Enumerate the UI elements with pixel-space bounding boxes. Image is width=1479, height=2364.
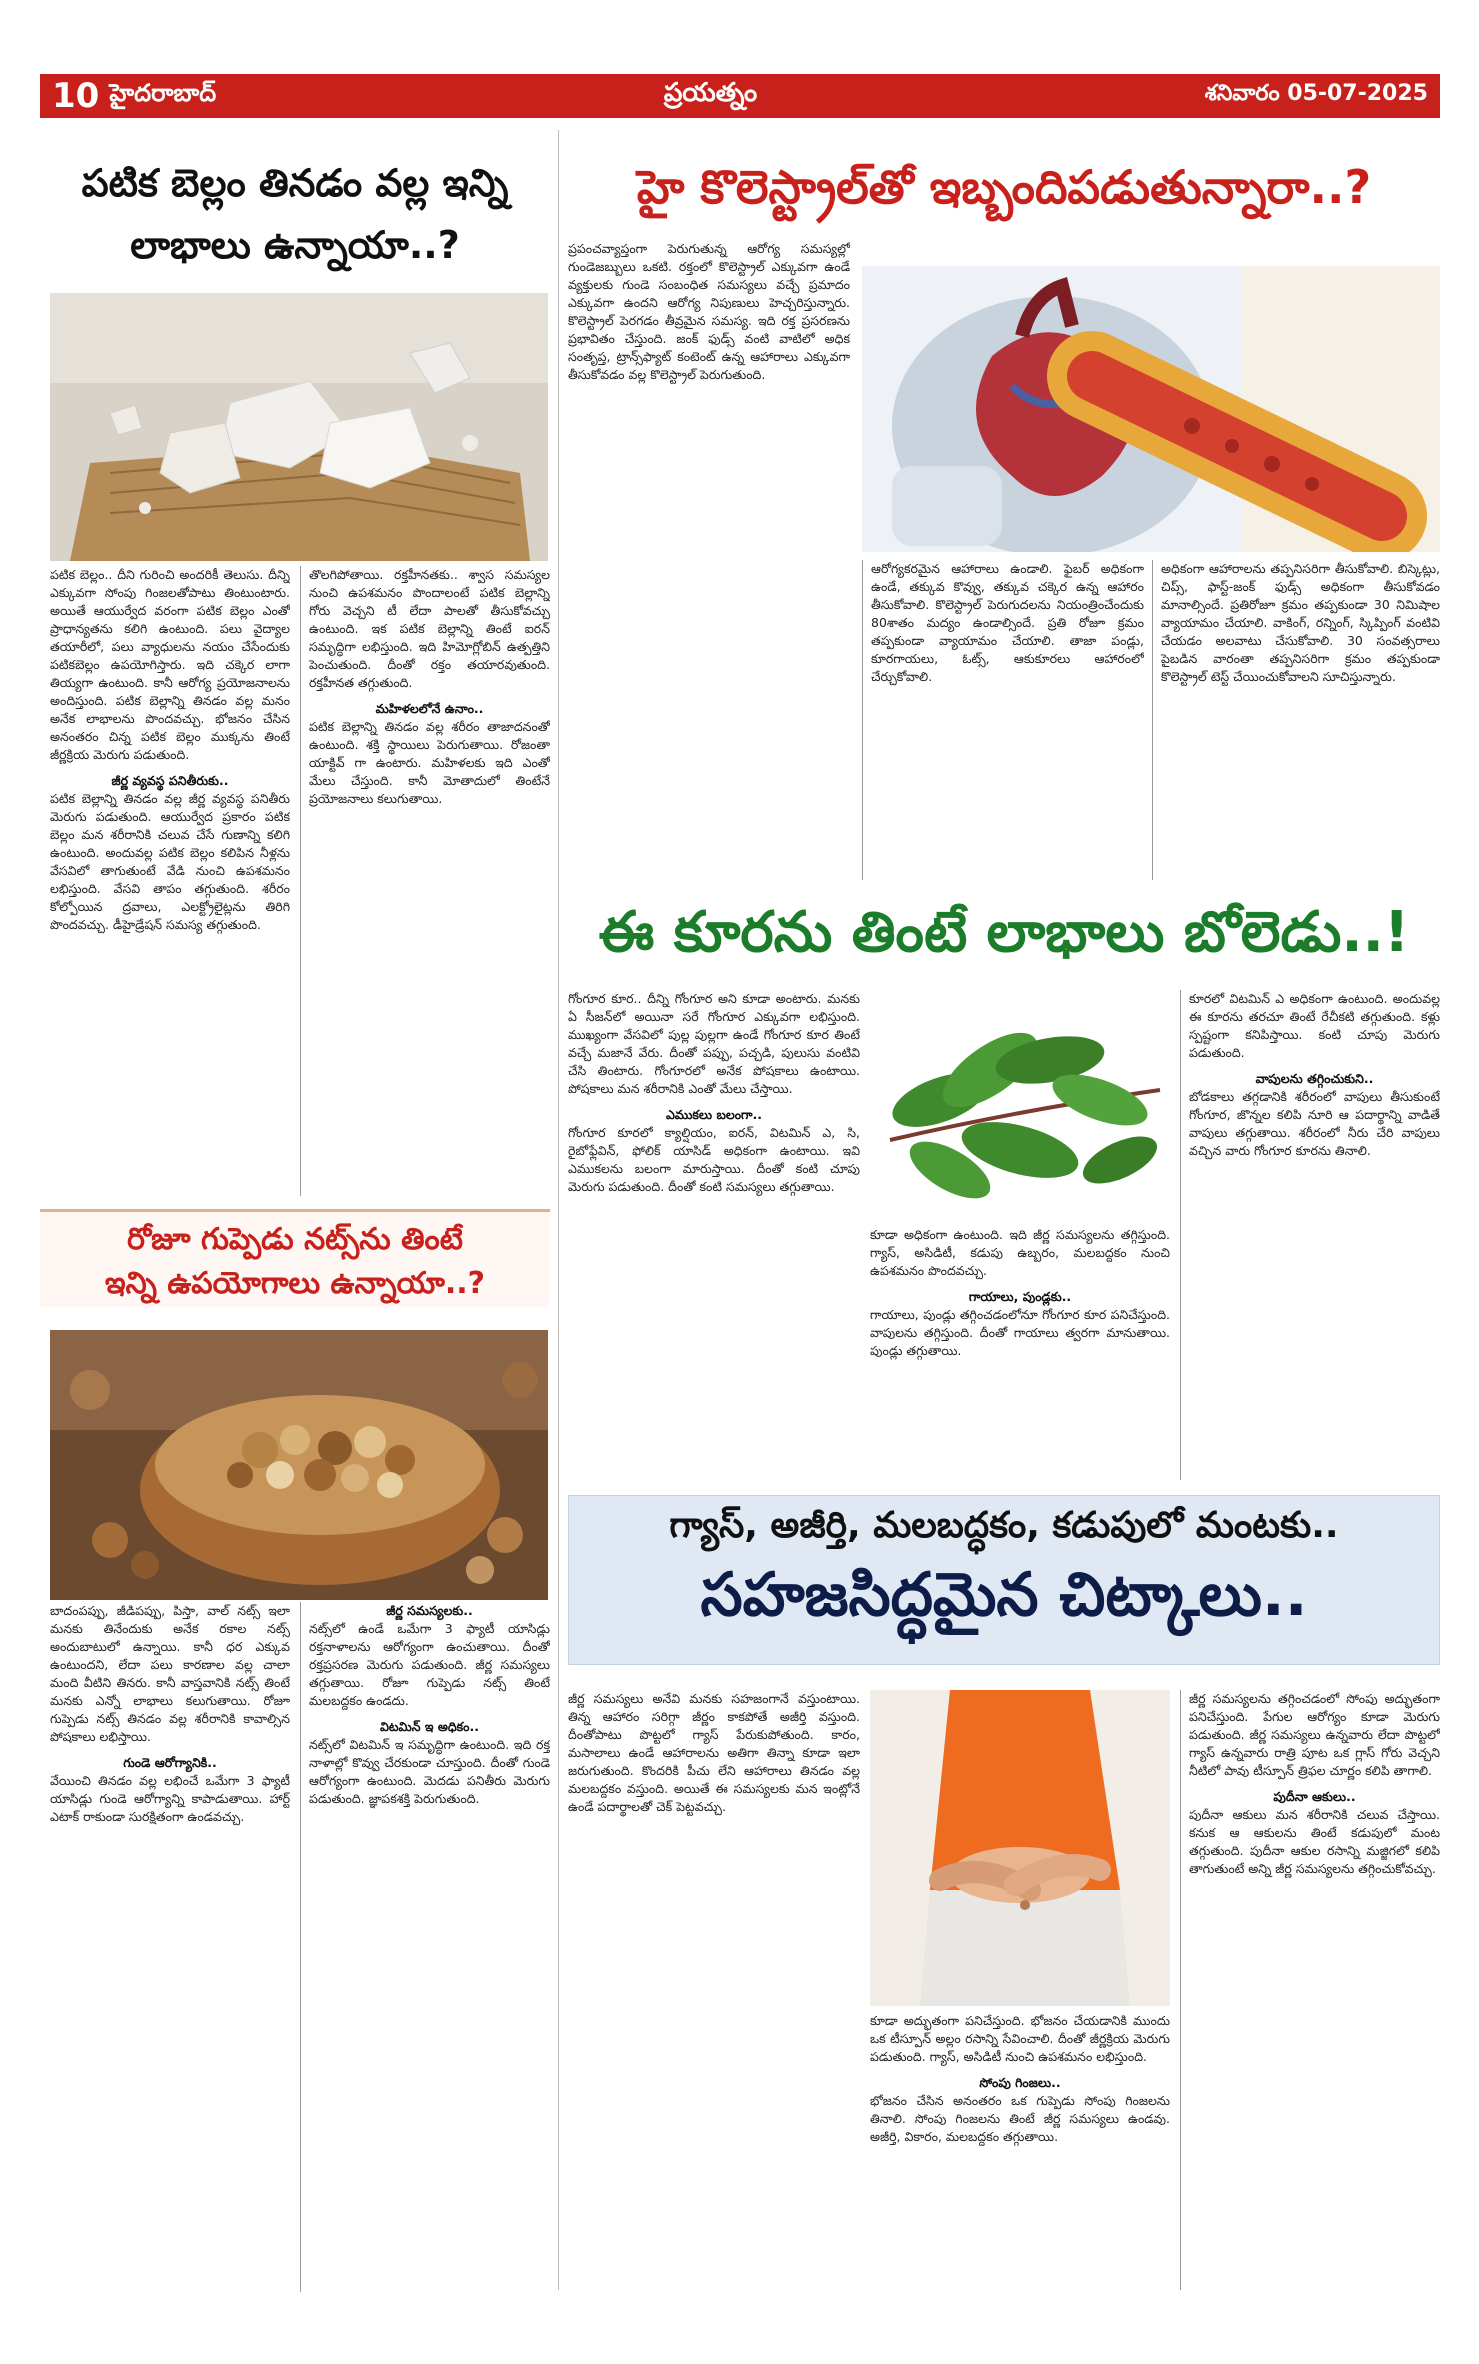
artery-heart-image: [862, 266, 1440, 552]
gas-sub-sompu: సోంపు గింజలు..: [979, 2075, 1061, 2090]
cholesterol-col2-text: ఆరోగ్యకరమైన ఆహారాలు ఉండాలి. ఫైబర్ అధికంగా ఉండే, తక్కువ కొవ్వు, తక్కువ చక్కెర ఉన్న ఆహారం తీసుకోవాలి. కొలెస్ట్రాల్ పెరుగుదలను నియంత్రించేందుకు 80శాతం మద్యం ఉండాల్సిందే. ప్రతి రోజూ క్రమం తప్పకుండా వ్యాయామం చేయాలి. తాజా పండ్లు, కూరగాయలు, ఓట్స్, ఆకుకూరలు ఆహారంలో చేర్చుకోవాలి.: [871, 561, 1144, 684]
kura-column-2: [870, 1226, 1170, 1480]
nuts-col2b-text: నట్స్‌లో విటమిన్ ఇ సమృద్ధిగా ఉంటుంది. ఇది రక్త నాళాల్లో కొవ్వు చేరకుండా చూస్తుంది. దీంతో గుండె ఆరోగ్యంగా ఉంటుంది. మెదడు పనితీరు మెరుగు పడుతుంది. జ్ఞాపకశక్తి పెరుగుతుంది.: [309, 1737, 550, 1806]
cholesterol-col3-text: అధికంగా ఆహారాలను తప్పనిసరిగా తీసుకోవాలి. బిస్కెట్లు, చిప్స్, ఫాస్ట్-జంక్ ఫుడ్స్ అధికంగా తీసుకోవడం మానాల్సిందే. ప్రతిరోజూ క్రమం తప్పకుండా 30 నిమిషాల వ్యాయామం చేయాలి. వాకింగ్, రన్నింగ్, స్కిప్పింగ్ వంటివి చేయడం అలవాటు చేసుకోవాలి. 30 సంవత్సరాలు పైబడిన వారంతా తప్పనిసరిగా క్రమం తప్పకుండా కొలెస్ట్రాల్ టెస్ట్ చేయించుకోవాలని సూచిస్తున్నారు.: [1161, 561, 1440, 684]
gongura-leaves-image: [870, 990, 1170, 1220]
nuts-col1b-text: వేయించి తినడం వల్ల లభించే ఒమేగా 3 ఫ్యాటీ యాసిడ్లు గుండె ఆరోగ్యాన్ని కాపాడుతాయి. హార్ట్ ఎటాక్ రాకుండా సురక్షితంగా ఉండవచ్చు.: [50, 1773, 290, 1824]
gas-headline-line2: సహజసిద్ధమైన చిట్కాలు..: [700, 1560, 1308, 1630]
kura-sub-vapulu: వాపులను తగ్గించుకుని..: [1255, 1071, 1374, 1086]
masthead-left: [52, 76, 216, 116]
nuts-headline-line2: ఇన్ని ఉపయోగాలు ఉన్నాయా..?: [104, 1266, 486, 1301]
patika-headline: పటిక బెల్లం తినడం వల్ల ఇన్ని లాభాలు ఉన్నాయా..?: [81, 161, 509, 267]
nuts-sub-jeerna: జీర్ణ సమస్యలకు..: [386, 1603, 473, 1618]
nuts-column-2: [300, 1602, 550, 2292]
page-divider: [558, 130, 559, 2290]
kura-col2b-text: గాయాలు, పుండ్లు తగ్గించడంలోనూ గోంగూర కూర పనిచేస్తుంది. వాపులను తగ్గిస్తుంది. దీంతో గాయాలు త్వరగా మానుతాయి. పుండ్లు తగ్గుతాయి.: [870, 1307, 1170, 1358]
gas-col2b-text: భోజనం చేసిన అనంతరం ఒక గుప్పెడు సోంపు గింజలను తినాలి. సోంపు గింజలను తింటే జీర్ణ సమస్యలు ఉండవు. అజీర్తి, వికారం, మలబద్దకం తగ్గుతాయి.: [870, 2093, 1170, 2144]
kura-sub-emukalu: ఎముకలు బలంగా..: [665, 1107, 763, 1122]
patika-sub-maha: మహిళలలోనే ఉనాం..: [375, 701, 484, 716]
kura-column-1: [568, 990, 860, 1480]
nuts-col2-text: నట్స్‌లో ఉండే ఒమేగా 3 ఫ్యాటీ యాసిడ్లు రక్తనాళాలను ఆరోగ్యంగా ఉంచుతాయి. దీంతో రక్తప్రసరణ మెరుగు పడుతుంది. జీర్ణ సమస్యలు తగ్గుతాయి. రోజూ గుప్పెడు నట్స్ తింటే మలబద్దకం ఉండదు.: [309, 1621, 550, 1708]
kura-column-3: [1180, 990, 1440, 1480]
gas-column-3: [1180, 1690, 1440, 2290]
kura-headline: ఈ కూరను తింటే లాభాలు బోలెడు..!: [598, 900, 1410, 965]
patika-col2-text: తొలగిపోతాయి. రక్తహీనతకు.. శ్వాస సమస్యల నుంచి ఉపశమనం పొందాలంటే పటిక బెల్లాన్ని గోరు వెచ్చని టీ లేదా పాలతో తీసుకోవచ్చు ఉంటుంది. ఇక పటిక బెల్లాన్ని తింటే ఐరన్ సమృద్ధిగా లభిస్తుంది. ఇది హిమోగ్లోబిన్ ఉత్పత్తిని పెంచుతుంది. దీంతో రక్తం తయారవుతుంది. రక్తహీనత తగ్గుతుంది.: [309, 567, 550, 690]
gas-col2-text: కూడా అద్భుతంగా పనిచేస్తుంది. భోజనం చేయడానికి ముందు ఒక టీస్పూన్ అల్లం రసాన్ని సేవించాలి. దీంతో జీర్ణక్రియ మెరుగు పడుతుంది. గ్యాస్, అసిడిటీ నుంచి ఉపశమనం లభిస్తుంది.: [870, 2013, 1170, 2064]
nuts-sub-gunde: గుండె ఆరోగ్యానికి..: [123, 1755, 217, 1770]
gas-column-1: [568, 1690, 860, 2290]
issue-date: శనివారం 05-07-2025: [1204, 81, 1428, 106]
nuts-bowl-image: [50, 1330, 548, 1600]
gas-sub-pudina: పుదీనా ఆకులు..: [1273, 1789, 1356, 1804]
cholesterol-column-1: [568, 240, 850, 880]
gas-col3-text: జీర్ణ సమస్యలను తగ్గించడంలో సోంపు అద్భుతంగా పనిచేస్తుంది. పేగుల ఆరోగ్యం కూడా మెరుగు పడుతుంది. జీర్ణ సమస్యలు ఉన్నవారు లేదా పొట్టలో గ్యాస్ ఉన్నవారు రాత్రి పూట ఒక గ్లాస్ గోరు వెచ్చని నీటిలో పావు టీస్పూన్ త్రిఫల చూర్ణం కలిపి తాగాలి.: [1189, 1691, 1440, 1778]
nuts-column-1: [50, 1602, 290, 2292]
stomach-pain-image: [870, 1690, 1170, 2006]
nuts-sub-vitamin: విటమిన్ ఇ అధికం..: [379, 1719, 480, 1734]
patika-col1b-text: పటిక బెల్లాన్ని తినడం వల్ల జీర్ణ వ్యవస్థ పనితీరు మెరుగు పడుతుంది. ఆయుర్వేద ప్రకారం పటిక బెల్లం మన శరీరానికి చలువ చేసే గుణాన్ని కలిగి ఉంటుంది. అందువల్ల పటిక బెల్లం కలిపిన నీళ్లను వేసవిలో తాగుతుంటే వేడి నుంచి ఉపశమనం లభిస్తుంది. వేసవి తాపం తగ్గుతుంది. శరీరం కోల్పోయిన ద్రవాలు, ఎలక్ట్రోలైట్లను తిరిగి పొందవచ్చు. డీహైడ్రేషన్ సమస్య తగ్గుతుంది.: [50, 791, 290, 932]
cholesterol-column-3: [1152, 560, 1440, 880]
kura-sub-gayalu: గాయాలు, పుండ్లకు..: [968, 1289, 1072, 1304]
gas-col3b-text: పుదీనా ఆకులు మన శరీరానికి చలువ చేస్తాయి. కనుక ఆ ఆకులను తింటే కడుపులో మంట తగ్గుతుంది. పుదీనా ఆకుల రసాన్ని మజ్జిగలో కలిపి తాగుతుంటే అన్ని జీర్ణ సమస్యలను తగ్గించుకోవచ్చు.: [1189, 1807, 1440, 1876]
patika-column-2: [300, 566, 550, 1196]
kura-col2-text: కూడా అధికంగా ఉంటుంది. ఇది జీర్ణ సమస్యలను తగ్గిస్తుంది. గ్యాస్, అసిడిటీ, కడుపు ఉబ్బరం, మలబద్దకం నుంచి ఉపశమనం పొందవచ్చు.: [870, 1227, 1170, 1278]
patika-col1-text: పటిక బెల్లం.. దీని గురించి అందరికీ తెలుసు. దీన్ని ఎక్కువగా సోంపు గింజలతోపాటు తింటుంటారు. అయితే ఆయుర్వేద వరంగా పటిక బెల్లం ఎంతో ప్రాధాన్యతను కలిగి ఉంటుంది. పలు వైద్యాల తయారీలో, పలు వ్యాధులను నయం చేసేందుకు పటికబెల్లం ఉపయోగిస్తారు. ఇది చక్కెర లాగా తియ్యగా ఉంటుంది. కానీ ఆరోగ్య ప్రయోజనాలను అందిస్తుంది. పటిక బెల్లాన్ని తినడం వల్ల మనం అనేక లాభాలను పొందవచ్చు. భోజనం చేసిన అనంతరం చిన్న పటిక బెల్లం ముక్కను తింటే జీర్ణక్రియ మెరుగు పడుతుంది.: [50, 567, 290, 762]
patika-column-1: [50, 566, 290, 1196]
rock-sugar-image: [50, 293, 548, 561]
gas-column-2: [870, 2012, 1170, 2292]
nuts-col1-text: బాదంపప్పు, జీడిపప్పు, పిస్తా, వాల్ నట్స్ ఇలా మనకు తినేందుకు అనేక రకాల నట్స్ అందుబాటులో ఉన్నాయి. కానీ ధర ఎక్కువ ఉంటుందని, లేదా పలు కారణాల వల్ల చాలా మంది వీటిని తినరు. కానీ వాస్తవానికి నట్స్ తింటే మనకు ఎన్నో లాభాలు కలుగుతాయి. రోజూ గుప్పెడు నట్స్ తినడం వల్ల శరీరానికి కావాల్సిన పోషకాలు లభిస్తాయి.: [50, 1603, 290, 1744]
gas-headline-line1: గ్యాస్, అజీర్తి, మలబద్ధకం, కడుపులో మంటకు..: [669, 1505, 1339, 1546]
nuts-headline-box: [40, 1209, 550, 1307]
patika-sub-jeerna: జీర్ణ వ్యవస్థ పనితీరుకు..: [111, 773, 229, 788]
paper-name: ప్రయత్నం: [663, 78, 758, 108]
cholesterol-column-2: [862, 560, 1144, 880]
nuts-headline-line1: రోజూ గుప్పెడు నట్స్‌ను తింటే: [127, 1222, 463, 1257]
edition-city: హైదరాబాద్: [109, 79, 217, 107]
cholesterol-headline: హై కొలెస్ట్రాల్‌తో ఇబ్బందిపడుతున్నారా..?: [636, 160, 1372, 214]
patika-col2b-text: పటిక బెల్లాన్ని తినడం వల్ల శరీరం తాజాదనంతో ఉంటుంది. శక్తి స్థాయిలు పెరుగుతాయి. రోజంతా యాక్టివ్ గా ఉంటారు. మహిళలకు ఇది ఎంతో మేలు చేస్తుంది. కానీ మోతాదులో తింటేనే ప్రయోజనాలు కలుగుతాయి.: [309, 719, 550, 806]
kura-col3-text: కూరలో విటమిన్ ఎ అధికంగా ఉంటుంది. అందువల్ల ఈ కూరను తరచూ తింటే రేచీకటి తగ్గుతుంది. కళ్లు స్పష్టంగా కనిపిస్తాయి. కంటి చూపు మెరుగు పడుతుంది.: [1189, 991, 1440, 1060]
page-number: 10: [52, 76, 100, 116]
masthead-bar: [40, 74, 1440, 118]
kura-col1b-text: గోంగూర కూరలో క్యాల్షియం, ఐరన్, విటమిన్ ఎ, సి, రైబోఫ్లేవిన్, ఫోలిక్ యాసిడ్ అధికంగా ఉంటాయి. ఇవి ఎముకలను బలంగా మారుస్తాయి. దీంతో కంటి చూపు మెరుగు పడుతుంది. దీంతో కంటి సమస్యలు తగ్గుతాయి.: [568, 1125, 860, 1194]
kura-col3b-text: బోడకాలు తగ్గడానికి శరీరంలో వాపులు తీసుకుంటే గోంగూర, జొన్నల కలిపి నూరి ఆ పదార్థాన్ని వాడితే వాపులు తగ్గుతాయి. శరీరంలో నీరు చేరి వాపులు వచ్చిన వారు గోంగూర కూరను తినాలి.: [1189, 1089, 1440, 1158]
cholesterol-col1-text: ప్రపంచవ్యాప్తంగా పెరుగుతున్న ఆరోగ్య సమస్యల్లో గుండెజబ్బులు ఒకటి. రక్తంలో కొలెస్ట్రాల్ ఎక్కువగా ఉండే వ్యక్తులకు గుండె సంబంధిత సమస్యలు వచ్చే ప్రమాదం ఎక్కువగా ఉందని ఆరోగ్య నిపుణులు హెచ్చరిస్తున్నారు. కొలెస్ట్రాల్ పెరగడం తీవ్రమైన సమస్య. ఇది రక్త ప్రసరణను ప్రభావితం చేస్తుంది. జంక్ ఫుడ్స్ వంటి వాటిలో అధిక సంతృప్త, ట్రాన్స్‌ఫ్యాట్ కంటెంట్ ఉన్న ఆహారాలు ఎక్కువగా తీసుకోవడం వల్ల కొలెస్ట్రాల్ పెరుగుతుంది.: [568, 241, 850, 382]
kura-col1-text: గోంగూర కూర.. దీన్ని గోంగూర అని కూడా అంటారు. మనకు ఏ సీజన్‌లో అయినా సరే గోంగూర ఎక్కువగా లభిస్తుంది. ముఖ్యంగా వేసవిలో పుల్ల పుల్లగా ఉండే గోంగూర కూర తింటే వచ్చే మజానే వేరు. దీంతో పప్పు, పచ్చడి, పులుసు వంటివి చేసి తింటారు. గోంగూరలో అనేక పోషకాలు ఉంటాయి. పోషకాలు మన శరీరానికి ఎంతో మేలు చేస్తాయి.: [568, 991, 860, 1096]
gas-col1-text: జీర్ణ సమస్యలు అనేవి మనకు సహజంగానే వస్తుంటాయి. తిన్న ఆహారం సరిగ్గా జీర్ణం కాకపోతే అజీర్తి వస్తుంది. దీంతోపాటు పొట్టలో గ్యాస్ పేరుకుపోతుంది. కారం, మసాలాలు ఉండే ఆహారాలను అతిగా తిన్నా కూడా ఇలా జరుగుతుంది. కొందరికి పీచు లేని ఆహారాలు తినడం వల్ల మలబద్దకం వస్తుంది. అయితే ఈ సమస్యలకు మన ఇంట్లోనే ఉండే పదార్థాలతో చెక్ పెట్టవచ్చు.: [568, 1691, 860, 1814]
